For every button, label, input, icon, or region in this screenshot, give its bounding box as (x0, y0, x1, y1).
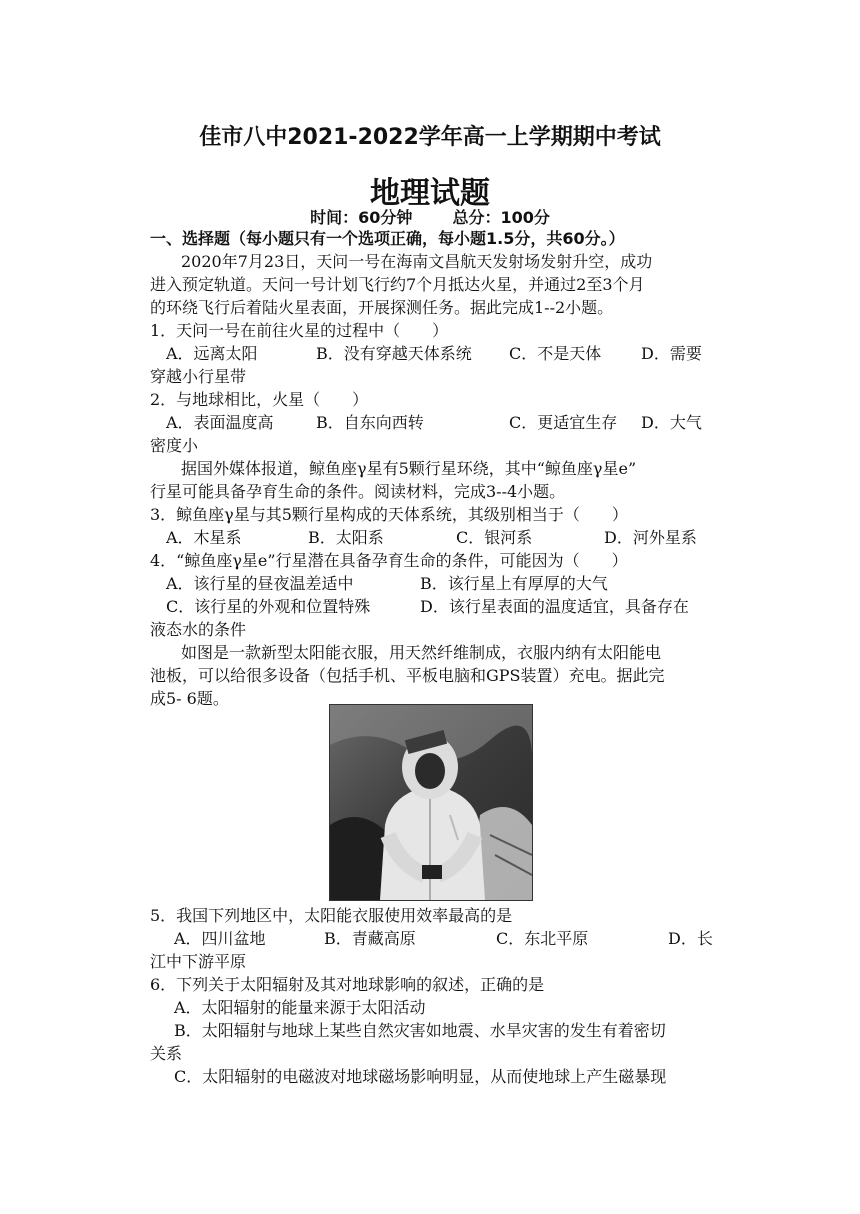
option-d: D．该行星表面的温度适宜，具备存在 (420, 597, 689, 616)
passage-line: 2020年7月23日，天问一号在海南文昌航天发射场发射升空，成功 (181, 252, 653, 271)
option-b: B．没有穿越天体系统 (316, 344, 472, 363)
question-stem: 6．下列关于太阳辐射及其对地球影响的叙述，正确的是 (150, 975, 545, 994)
option-b: B．太阳系 (308, 528, 384, 547)
option-b: B．自东向西转 (316, 413, 424, 432)
option-d-cont: 液态水的条件 (150, 620, 247, 639)
option-a: A．木星系 (166, 528, 242, 547)
option-b: B．青藏高原 (324, 929, 416, 948)
passage-line: 成5- 6题。 (150, 689, 229, 708)
section-heading: 一、选择题（每小题只有一个选项正确，每小题1.5分，共60分。） (150, 229, 625, 248)
option-c: C．该行星的外观和位置特殊 (166, 597, 371, 616)
passage-line: 池板，可以给很多设备（包括手机、平板电脑和GPS装置）充电。据此完 (150, 666, 665, 685)
option-b: B．该行星上有厚厚的大气 (420, 574, 608, 593)
question-stem: 2．与地球相比，火星（ ） (150, 390, 369, 409)
passage-line: 进入预定轨道。天问一号计划飞行约7个月抵达火星，并通过2至3个月 (150, 275, 645, 294)
solar-jacket-photo (329, 704, 533, 901)
passage-line: 据国外媒体报道，鲸鱼座γ星有5颗行星环绕，其中“鲸鱼座γ星e” (181, 459, 637, 478)
passage-line: 行星可能具备孕育生命的条件。阅读材料，完成3--4小题。 (150, 482, 566, 501)
option-d: D．河外星系 (604, 528, 697, 547)
option-d: D．长 (668, 929, 713, 948)
option-d: D．需要 (641, 344, 702, 363)
exam-time: 时间：60分钟 (310, 208, 413, 227)
option-b-cont: 关系 (150, 1044, 183, 1063)
option-c: C．更适宜生存 (509, 413, 618, 432)
passage-line: 的环绕飞行后着陆火星表面，开展探测任务。据此完成1--2小题。 (150, 298, 614, 317)
option-a: A．四川盆地 (174, 929, 266, 948)
option-c: C．太阳辐射的电磁波对地球磁场影响明显，从而使地球上产生磁暴现 (174, 1067, 667, 1086)
option-b: B．太阳辐射与地球上某些自然灾害如地震、水旱灾害的发生有着密切 (174, 1021, 666, 1040)
option-c: C．银河系 (456, 528, 533, 547)
question-stem: 1．天问一号在前往火星的过程中（ ） (150, 321, 449, 340)
option-d: D．大气 (641, 413, 702, 432)
option-d-cont: 密度小 (150, 436, 199, 455)
question-stem: 4．“鲸鱼座γ星e”行星潜在具备孕育生命的条件，可能因为（ ） (150, 551, 628, 570)
option-d-cont: 江中下游平原 (150, 952, 247, 971)
option-c: C．东北平原 (496, 929, 589, 948)
subject-title: 地理试题 (370, 176, 490, 211)
passage-line: 如图是一款新型太阳能衣服，用天然纤维制成，衣服内纳有太阳能电 (181, 643, 662, 662)
option-c: C．不是天体 (509, 344, 602, 363)
question-stem: 3．鲸鱼座γ星与其5颗行星构成的天体系统，其级别相当于（ ） (150, 505, 628, 524)
option-a: A．表面温度高 (166, 413, 274, 432)
exam-meta (0, 205, 860, 228)
option-a: A．太阳辐射的能量来源于太阳活动 (174, 998, 426, 1017)
option-a: A．远离太阳 (166, 344, 258, 363)
solar-jacket-photo-icon (330, 705, 532, 900)
question-stem: 5．我国下列地区中，太阳能衣服使用效率最高的是 (150, 906, 513, 925)
exam-total: 总分：100分 (452, 208, 550, 227)
option-a: A．该行星的昼夜温差适中 (166, 574, 354, 593)
exam-title: 佳市八中2021-2022学年高一上学期期中考试 (199, 125, 661, 150)
option-d-cont: 穿越小行星带 (150, 367, 247, 386)
